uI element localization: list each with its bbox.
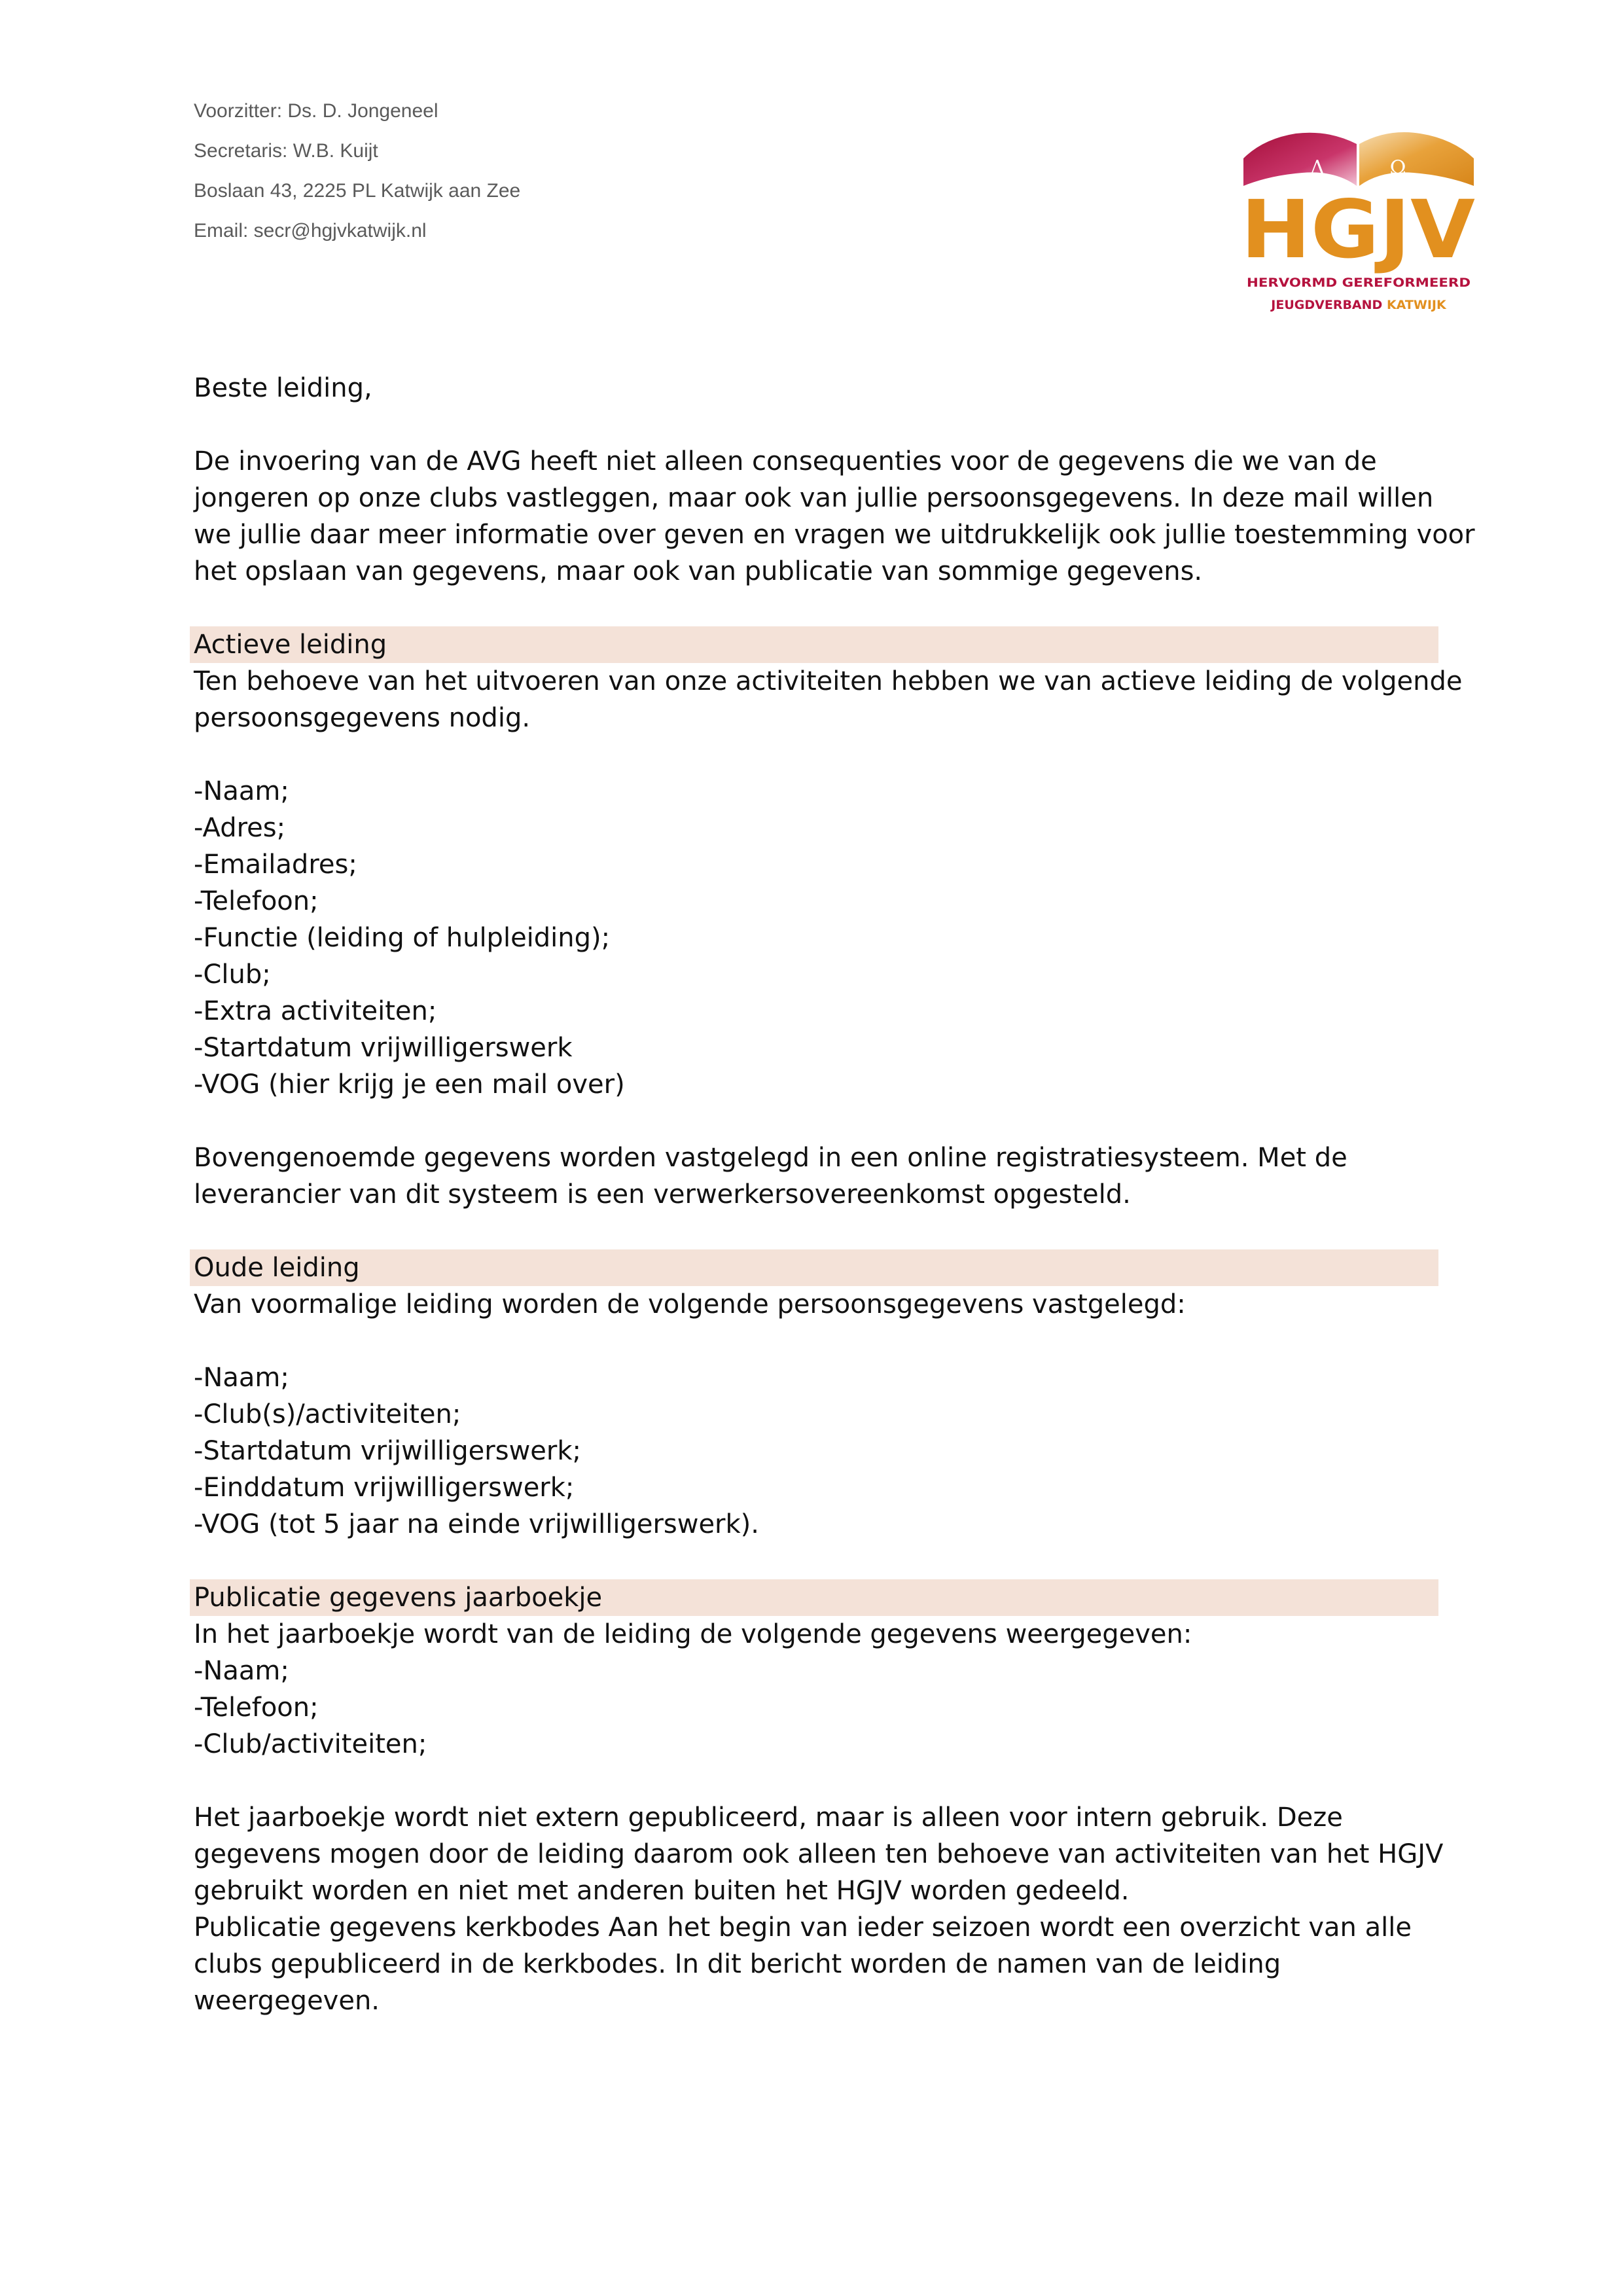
section-text: weergegeven. <box>194 1986 380 2016</box>
greeting: Beste leiding, <box>194 373 372 403</box>
list-item: -Club(s)/activiteiten; <box>194 1399 461 1429</box>
logo-subtitle-1: HERVORMD GEREFORMEERD <box>1247 276 1471 290</box>
list-item: -VOG (tot 5 jaar na einde vrijwilligerswerk). <box>194 1509 759 1539</box>
section-heading-jaarboekje: Publicatie gegevens jaarboekje <box>190 1579 1438 1616</box>
intro-line: we jullie daar meer informatie over geven en vragen we uitdrukkelijk ook jullie toestemming voor <box>194 520 1475 550</box>
list-item: -Extra activiteiten; <box>194 996 437 1026</box>
logo-book-left-page <box>1243 133 1357 186</box>
section-text: leverancier van dit systeem is een verwerkersovereenkomst opgesteld. <box>194 1179 1131 1210</box>
section-text: In het jaarboekje wordt van de leiding de volgende gegevens weergegeven: <box>194 1619 1192 1649</box>
list-item: -Club; <box>194 960 271 990</box>
list-item: -Functie (leiding of hulpleiding); <box>194 923 611 953</box>
intro-line: het opslaan van gegevens, maar ook van publicatie van sommige gegevens. <box>194 556 1203 586</box>
list-item: -Club/activiteiten; <box>194 1729 427 1759</box>
secretary-line: Secretaris: W.B. Kuijt <box>194 140 378 162</box>
section-heading-oude-leiding: Oude leiding <box>190 1249 1438 1286</box>
list-item: -Startdatum vrijwilligerswerk; <box>194 1436 581 1466</box>
section-text: Van voormalige leiding worden de volgende persoonsgegevens vastgelegd: <box>194 1289 1186 1319</box>
section-text: persoonsgegevens nodig. <box>194 703 531 733</box>
logo-name: HGJV <box>1241 183 1475 276</box>
list-item: -Naam; <box>194 1656 289 1686</box>
list-item: -Emailadres; <box>194 850 357 880</box>
list-item: -Telefoon; <box>194 886 319 916</box>
section-heading-actieve-leiding: Actieve leiding <box>190 626 1438 663</box>
letter-body <box>194 370 1475 2019</box>
list-item: -Naam; <box>194 1363 289 1393</box>
section-text: Bovengenoemde gegevens worden vastgelegd in een online registratiesysteem. Met de <box>194 1143 1347 1173</box>
list-item: -Telefoon; <box>194 1693 319 1723</box>
hgjv-logo <box>1237 124 1479 321</box>
intro-line: De invoering van de AVG heeft niet alleen consequenties voor de gegevens die we van de <box>194 446 1377 476</box>
section-text: gegevens mogen door de leiding daarom ook alleen ten behoeve van activiteiten van het HGJV <box>194 1839 1444 1869</box>
logo-subtitle-2-a: JEUGDVERBAND <box>1271 298 1383 312</box>
list-item: -VOG (hier krijg je een mail over) <box>194 1069 625 1100</box>
email-line: Email: secr@hgjvkatwijk.nl <box>194 220 427 242</box>
section-text: Het jaarboekje wordt niet extern gepubliceerd, maar is alleen voor intern gebruik. Deze <box>194 1803 1343 1833</box>
section-text: gebruikt worden en niet met anderen buiten het HGJV worden gedeeld. <box>194 1876 1130 1906</box>
logo-alpha: Λ <box>1310 156 1325 179</box>
list-item: -Adres; <box>194 813 286 843</box>
list-item: -Naam; <box>194 776 289 806</box>
section-text: Ten behoeve van het uitvoeren van onze activiteiten hebben we van actieve leiding de volgende <box>194 666 1463 696</box>
logo-omega: Ω <box>1389 156 1406 179</box>
section-text: clubs gepubliceerd in de kerkbodes. In dit bericht worden de namen van de leiding <box>194 1949 1281 1979</box>
letterhead-contact <box>194 98 848 258</box>
section-text: Publicatie gegevens kerkbodes Aan het begin van ieder seizoen wordt een overzicht van alle <box>194 1912 1412 1943</box>
intro-line: jongeren op onze clubs vastleggen, maar ook van jullie persoonsgegevens. In deze mail willen <box>194 483 1434 513</box>
logo-book-right-page <box>1359 132 1474 186</box>
list-item: -Einddatum vrijwilligerswerk; <box>194 1473 575 1503</box>
logo-subtitle-2 <box>1270 298 1447 312</box>
address-line: Boslaan 43, 2225 PL Katwijk aan Zee <box>194 180 521 202</box>
logo-subtitle-2-b: KATWIJK <box>1386 298 1446 312</box>
list-item: -Startdatum vrijwilligerswerk <box>194 1033 573 1063</box>
chairman-line: Voorzitter: Ds. D. Jongeneel <box>194 100 438 122</box>
